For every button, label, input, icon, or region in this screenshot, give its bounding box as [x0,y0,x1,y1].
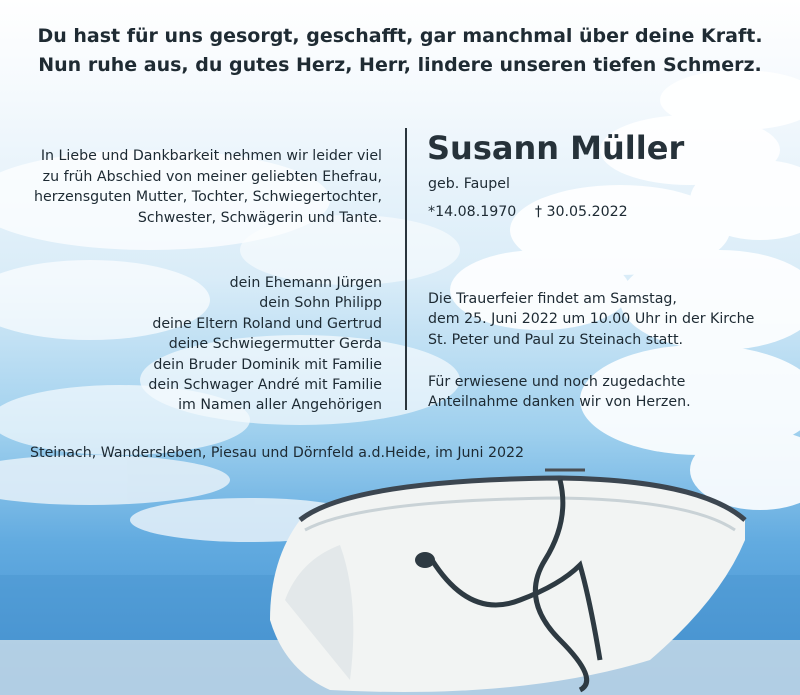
thanks-text [428,372,691,413]
deceased-name: Susann Müller [427,129,685,167]
mourner-line: dein Bruder Dominik mit Familie [153,356,382,373]
birth-name: geb. Faupel [428,176,510,192]
mourner-line: deine Eltern Roland und Gertrud [152,315,382,332]
life-dates [428,204,642,220]
mourner-line: dein Sohn Philipp [259,295,382,312]
motto-line: Du hast für uns gesorgt, geschafft, gar manchmal über deine Kraft. [37,25,763,47]
mourners-list [12,273,382,416]
intro-line: In Liebe und Dankbarkeit nehmen wir leider viel [40,148,382,164]
service-line: Die Trauerfeier findet am Samstag, [428,291,677,307]
motto-verse [0,22,800,80]
vertical-divider [405,128,407,410]
birth-date: *14.08.1970 [428,204,517,220]
mourner-line: im Namen aller Angehörigen [178,397,382,414]
intro-line: zu früh Abschied von meiner geliebten Ehefrau, [42,168,382,185]
intro-line: herzensguten Mutter, Tochter, Schwiegertochter, [33,189,382,205]
mourner-line: dein Schwager André mit Familie [148,377,382,394]
service-line: St. Peter und Paul zu Steinach statt. [428,331,684,348]
funeral-service-info [428,289,754,350]
place-and-date: Steinach, Wandersleben, Piesau und Dörnfeld a.d.Heide, im Juni 2022 [30,445,525,461]
mourner-line: deine Schwiegermutter Gerda [168,336,382,353]
motto-line: Nun ruhe aus, du gutes Herz, Herr, lindere unseren tiefen Schmerz. [38,54,762,76]
mourner-line: dein Ehemann Jürgen [229,275,382,291]
intro-text [12,146,382,228]
thanks-line: Anteilnahme danken wir von Herzen. [428,394,691,411]
intro-line: Schwester, Schwägerin und Tante. [137,209,382,226]
thanks-line: Für erwiesene und noch zugedachte [428,374,686,390]
service-line: dem 25. Juni 2022 um 10.00 Uhr in der Kirche [428,311,755,328]
death-date: † 30.05.2022 [534,204,628,220]
